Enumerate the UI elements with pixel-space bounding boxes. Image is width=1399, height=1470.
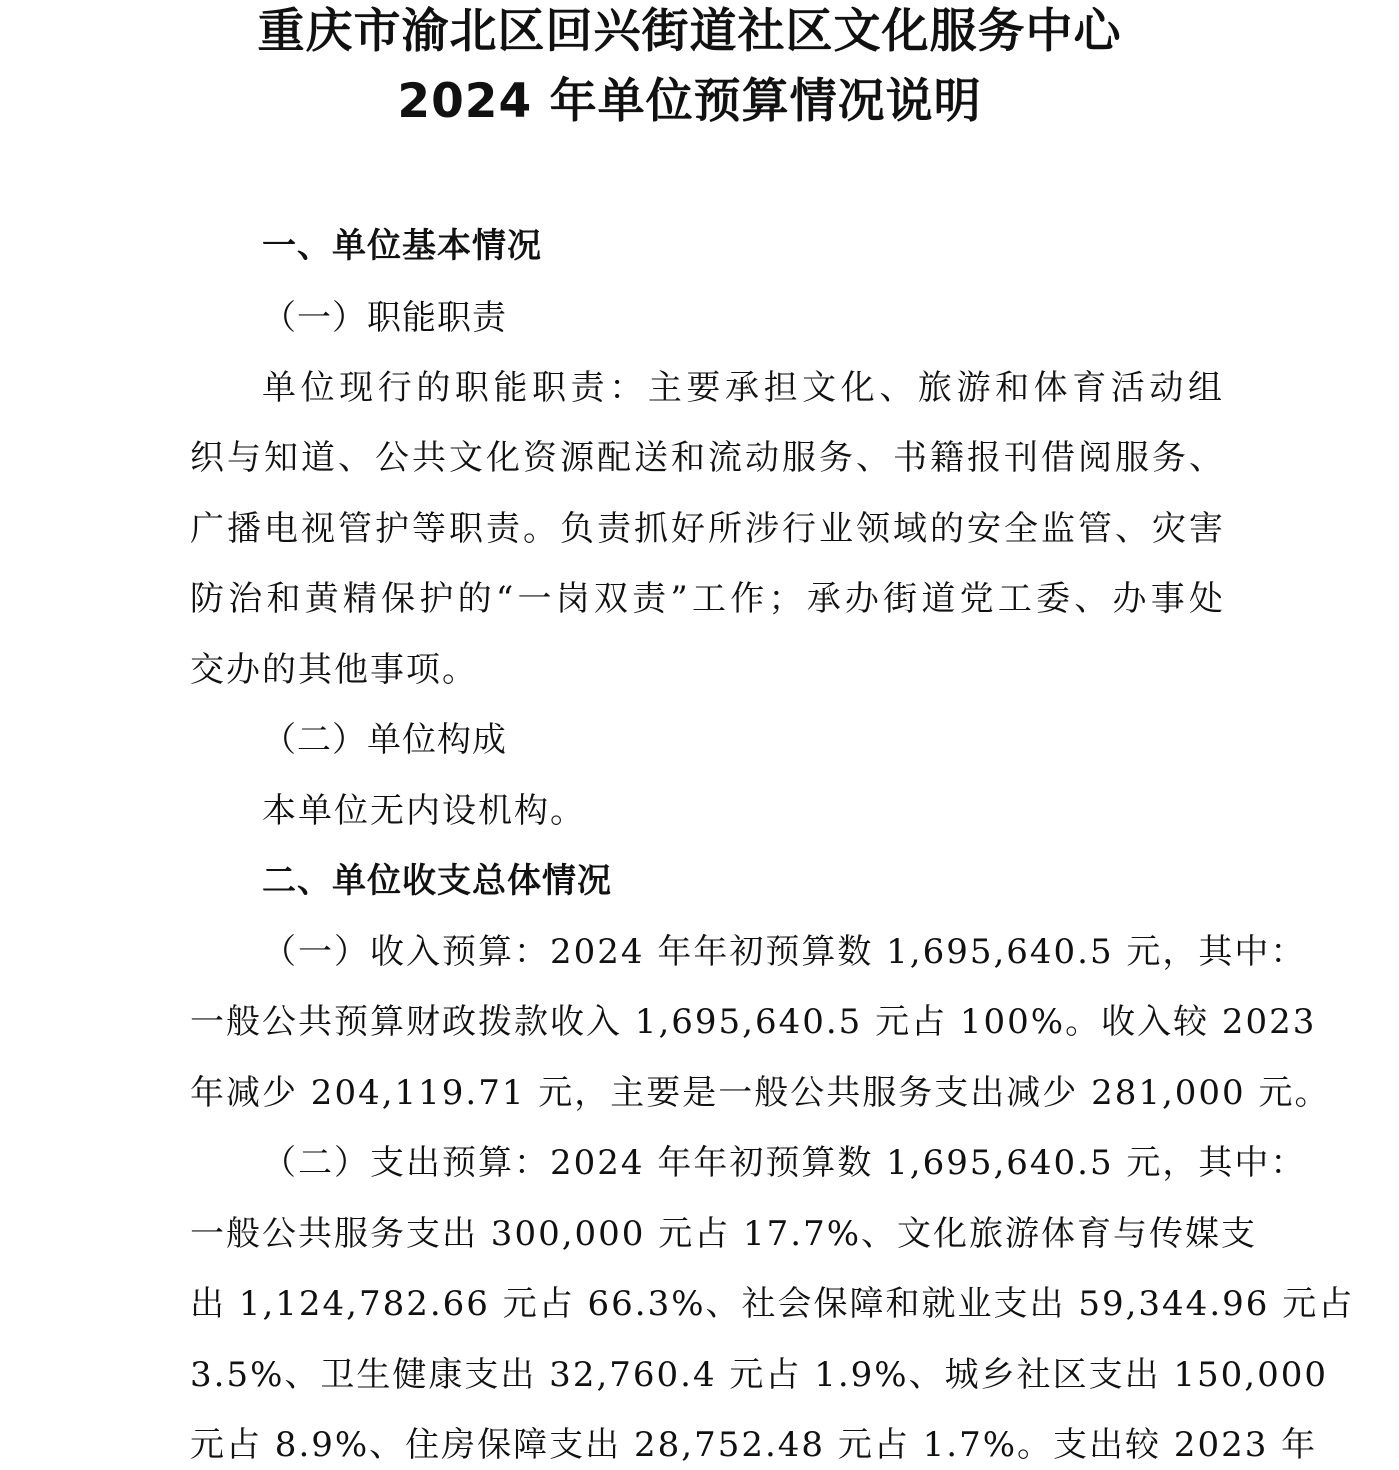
paragraph-line: 一般公共服务支出 300,000 元占 17.7%、文化旅游体育与传媒支 [190,1214,1258,1254]
paragraph-line: 交办的其他事项。 [190,650,478,690]
sub-heading-duties: （一）职能职责 [262,298,507,338]
paragraph-line: 年减少 204,119.71 元，主要是一般公共服务支出减少 281,000 元。 [190,1073,1331,1113]
paragraph-line: （一）收入预算：2024 年年初预算数 1,695,640.5 元，其中： [262,932,1307,972]
paragraph-line: 广播电视管护等职责。负责抓好所涉行业领域的安全监管、灾害 [190,509,1225,549]
document-title-line-1: 重庆市渝北区回兴街道社区文化服务中心 [257,4,1122,59]
section-heading-basic-info: 一、单位基本情况 [262,226,542,266]
section-heading-budget-overview: 二、单位收支总体情况 [262,861,612,901]
paragraph-line: 3.5%、卫生健康支出 32,760.4 元占 1.9%、城乡社区支出 150,000 [190,1355,1328,1395]
paragraph-line: （二）支出预算：2024 年年初预算数 1,695,640.5 元，其中： [262,1143,1307,1183]
paragraph-line: 一般公共预算财政拨款收入 1,695,640.5 元占 100%。收入较 2023 [190,1002,1317,1042]
document-title-line-2: 2024 年单位预算情况说明 [397,74,982,129]
paragraph-line: 出 1,124,782.66 元占 66.3%、社会保障和就业支出 59,344.96 元占 [190,1284,1355,1324]
paragraph-line: 单位现行的职能职责：主要承担文化、旅游和体育活动组 [262,368,1224,408]
paragraph-line: 元占 8.9%、住房保障支出 28,752.48 元占 1.7%。支出较 2023 年 [190,1425,1318,1465]
paragraph-line: 防治和黄精保护的“一岗双责”工作；承办街道党工委、办事处 [190,579,1225,619]
sub-heading-composition: （二）单位构成 [262,720,507,760]
paragraph-line: 织与知道、公共文化资源配送和流动服务、书籍报刊借阅服务、 [190,438,1225,478]
paragraph-line: 本单位无内设机构。 [262,791,586,831]
